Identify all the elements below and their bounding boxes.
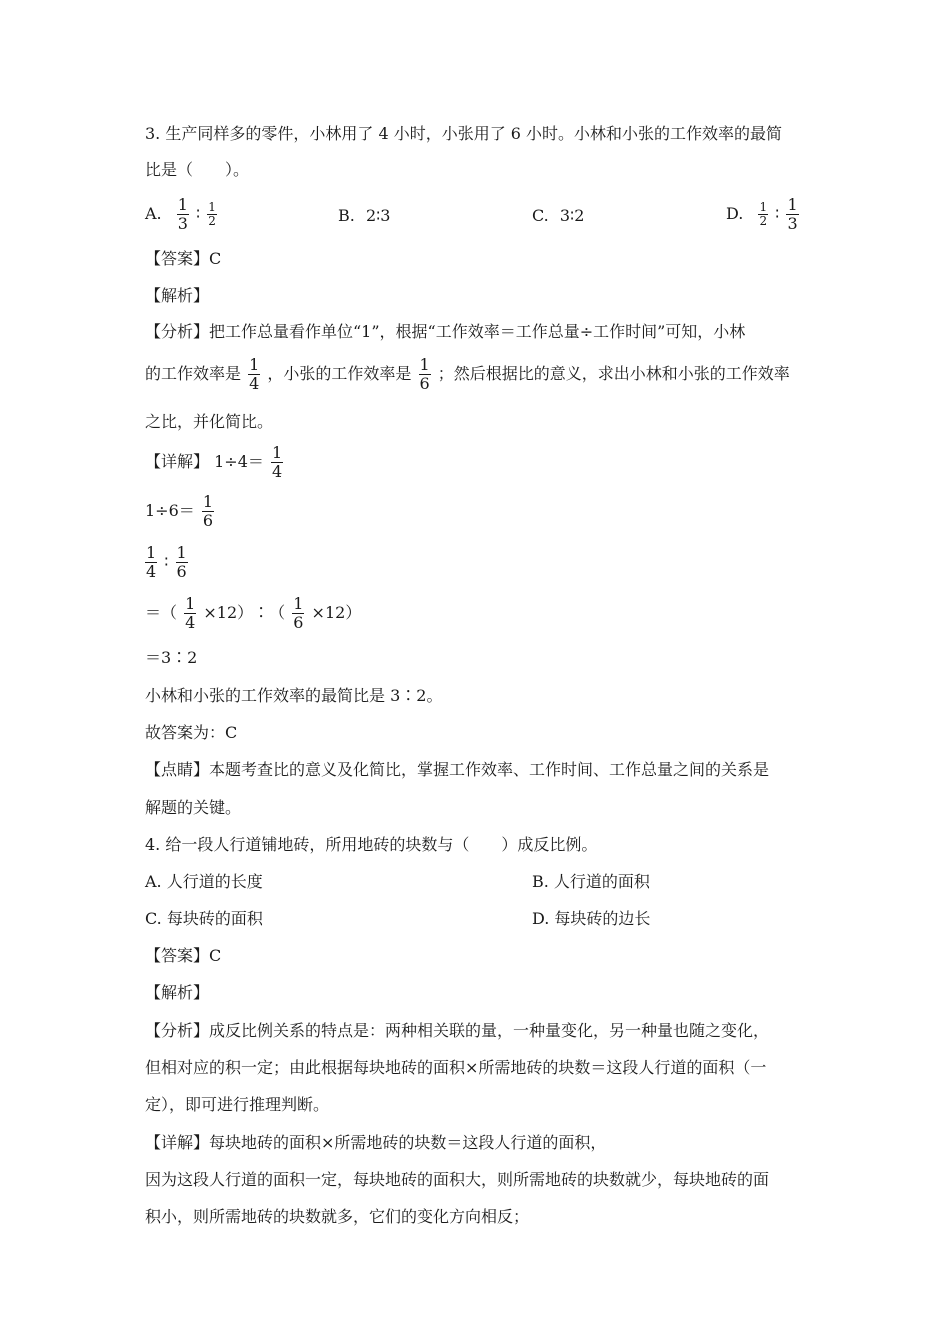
frac-num: 1 [759, 200, 768, 214]
frac-den: 6 [202, 511, 214, 530]
q3-detail-eq1 [145, 444, 285, 481]
frac-num: 1 [146, 543, 157, 562]
fraction [145, 544, 157, 581]
frac-num: 1 [249, 355, 260, 374]
text: ×12） [311, 603, 362, 622]
option-label: D. [726, 204, 744, 223]
q3-detail-result: ＝3∶2 [145, 648, 198, 667]
option-text: 3∶2 [559, 206, 585, 225]
ratio-sep: ∶ [196, 204, 201, 223]
frac-num: 1 [787, 195, 798, 214]
text: ；然后根据比的意义，求出小林和小张的工作效率 [437, 364, 790, 383]
text: ，小张的工作效率是 [267, 364, 412, 383]
frac-den: 3 [787, 214, 798, 233]
q3-analysis-line3: 之比，并化简比。 [145, 412, 274, 431]
frac-num: 1 [419, 355, 430, 374]
q4-detail-line2: 因为这段人行道的面积一定，每块地砖的面积大，则所需地砖的块数就少，每块地砖的面 [145, 1170, 770, 1189]
q3-analysis-line1: 【分析】把工作总量看作单位“1”，根据“工作效率＝工作总量÷工作时间”可知，小林 [145, 322, 746, 341]
frac-den: 6 [293, 613, 304, 632]
ratio-sep: ∶ [164, 552, 169, 571]
option-text: 2∶3 [365, 206, 391, 225]
q3-analysis-line2 [145, 356, 790, 393]
fraction [758, 201, 768, 228]
q4-analysis-line1: 【分析】成反比例关系的特点是：两种相关联的量，一种量变化，另一种量也随之变化， [145, 1021, 770, 1040]
frac-den: 2 [208, 214, 216, 228]
q4-option-a: A. 人行道的长度 [145, 872, 263, 891]
option-label: B. [338, 206, 355, 225]
ratio-sep: ∶ [775, 204, 780, 223]
q3-detail-step [145, 595, 361, 632]
frac-num: 1 [176, 543, 187, 562]
q3-stem-line1: 3. 生产同样多的零件，小林用了 4 小时，小张用了 6 小时。小林和小张的工作效率的最简 [145, 124, 783, 143]
q4-option-d: D. 每块砖的边长 [532, 909, 651, 928]
q4-analysis-line2: 但相对应的积一定；由此根据每块地砖的面积×所需地砖的块数＝这段人行道的面积（一 [145, 1058, 767, 1077]
q3-option-a [145, 196, 219, 233]
frac-den: 4 [249, 374, 260, 393]
q4-option-c: C. 每块砖的面积 [145, 909, 263, 928]
q4-detail-line1: 【详解】每块地砖的面积×所需地砖的块数＝这段人行道的面积， [145, 1133, 607, 1152]
frac-den: 6 [176, 562, 187, 581]
fraction [292, 595, 304, 632]
q4-jiexi: 【解析】 [145, 983, 210, 1002]
q3-jiexi: 【解析】 [145, 286, 210, 305]
q3-comment-line2: 解题的关键。 [145, 798, 242, 817]
q3-detail-ratio [145, 544, 190, 581]
fraction [177, 196, 189, 233]
fraction [176, 544, 188, 581]
frac-num: 1 [208, 200, 216, 214]
fraction [271, 444, 283, 481]
fraction [202, 493, 214, 530]
equation: 1÷4＝ [214, 452, 264, 471]
frac-num: 1 [271, 443, 283, 462]
q4-detail-line3: 积小，则所需地砖的块数就多，它们的变化方向相反； [145, 1207, 530, 1226]
text: ×12）∶（ [203, 603, 286, 622]
frac-num: 1 [293, 594, 304, 613]
q4-analysis-line3: 定），即可进行推理判断。 [145, 1095, 330, 1114]
q3-comment-line1: 【点睛】本题考查比的意义及化简比，掌握工作效率、工作时间、工作总量之间的关系是 [145, 760, 770, 779]
q3-final-answer: 故答案为：C [145, 723, 238, 742]
equation: 1÷6＝ [145, 501, 195, 520]
frac-num: 1 [202, 492, 214, 511]
q3-detail-eq2 [145, 493, 216, 530]
fraction [419, 356, 431, 393]
text: ＝（ [145, 603, 178, 622]
option-label: C. [532, 206, 549, 225]
frac-den: 2 [759, 214, 768, 228]
frac-num: 1 [177, 195, 188, 214]
frac-num: 1 [185, 594, 196, 613]
q3-option-c [532, 206, 584, 226]
fraction [786, 196, 798, 233]
frac-den: 4 [271, 462, 283, 481]
q4-option-b: B. 人行道的面积 [532, 872, 650, 891]
option-label: A. [145, 204, 162, 223]
q3-option-b [338, 206, 390, 226]
frac-den: 3 [177, 214, 188, 233]
q4-answer: 【答案】C [145, 946, 222, 965]
frac-den: 4 [146, 562, 157, 581]
detail-label: 【详解】 [145, 452, 210, 471]
q3-option-d [726, 196, 801, 233]
q3-answer: 【答案】C [145, 249, 222, 268]
q4-stem: 4. 给一段人行道铺地砖，所用地砖的块数与（ ）成反比例。 [145, 835, 598, 854]
text: 的工作效率是 [145, 364, 242, 383]
frac-den: 4 [185, 613, 196, 632]
fraction [248, 356, 260, 393]
fraction [207, 201, 217, 228]
fraction [184, 595, 196, 632]
q3-stem-line2: 比是（ ）。 [145, 160, 250, 179]
q3-detail-conclusion: 小林和小张的工作效率的最简比是 3∶2。 [145, 686, 443, 705]
frac-den: 6 [419, 374, 430, 393]
